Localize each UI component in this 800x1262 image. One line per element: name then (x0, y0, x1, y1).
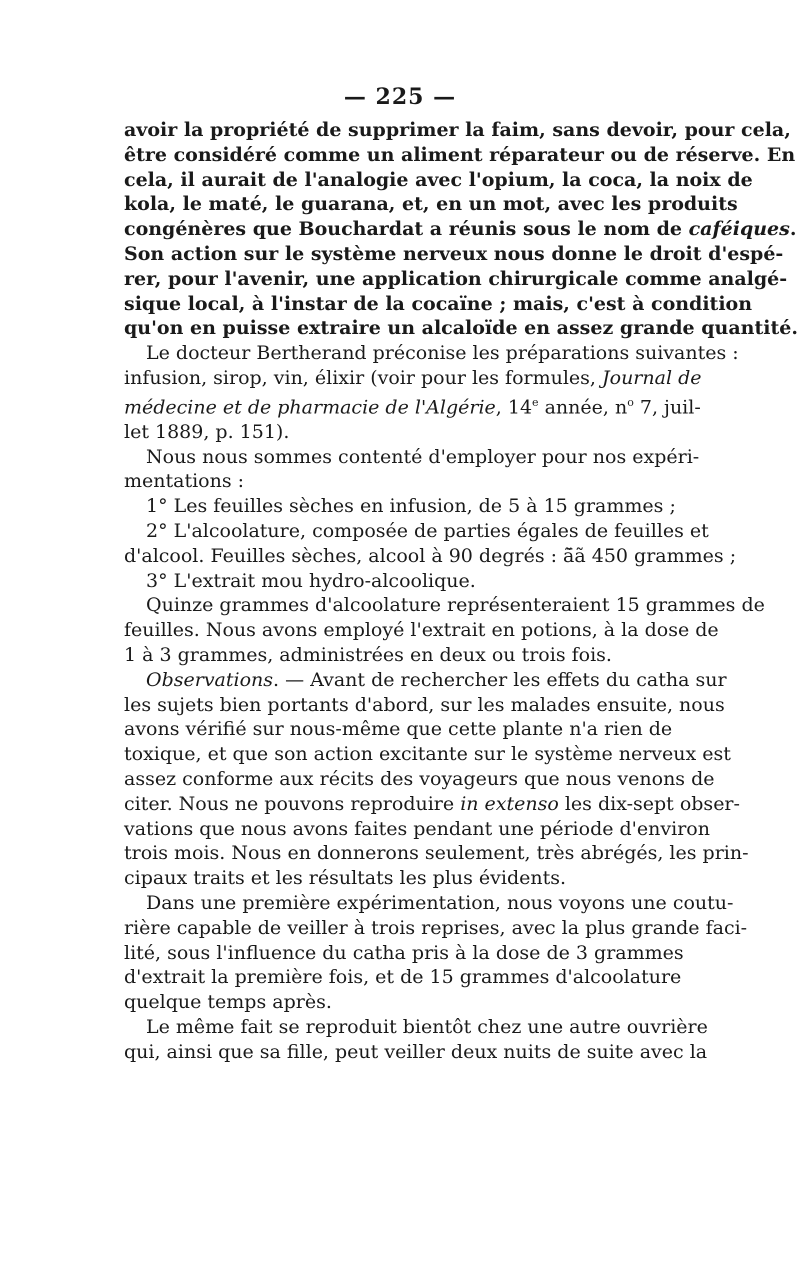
text-segment: . — Avant de rechercher les effets du catha sur (273, 668, 727, 691)
text-segment: vations que nous avons faites pendant une période d'environ (124, 817, 710, 840)
paragraph-p5 (124, 519, 737, 569)
text-line (124, 391, 701, 420)
text-segment: caféiques (688, 218, 790, 241)
text-segment: les sujets bien portants d'abord, sur les malades ensuite, nous (124, 693, 725, 716)
text-segment: Son action sur le système nerveux nous donne le droit d'espé- (124, 242, 784, 265)
text-line (124, 341, 739, 366)
text-line (124, 267, 788, 292)
text-line (124, 965, 682, 990)
text-segment: qu'on en puisse extraire un alcaloïde en assez grande quantité. (124, 317, 798, 340)
text-segment: rière capable de veiller à trois reprises, avec la plus grande faci- (124, 916, 748, 939)
text-segment: e (532, 395, 539, 409)
text-segment: . (789, 218, 797, 241)
text-segment: Journal de (602, 366, 702, 389)
text-line (124, 143, 796, 168)
text-line (124, 569, 672, 594)
text-segment: Dans une première expérimentation, nous voyons une coutu- (146, 892, 734, 915)
text-line (124, 366, 702, 391)
paragraph-p3 (124, 445, 700, 495)
text-segment: o (627, 395, 634, 409)
paragraph-p1 (124, 118, 798, 341)
text-segment: mentations : (124, 470, 245, 493)
paragraph-p10 (124, 1015, 708, 1065)
text-line (124, 192, 738, 217)
paragraph-p7 (124, 593, 765, 667)
text-line (124, 1015, 708, 1040)
text-segment: Le même fait se reproduit bientôt chez une autre ouvrière (146, 1016, 708, 1039)
text-segment: toxique, et que son action excitante sur le système nerveux est (124, 743, 731, 766)
text-line (124, 1040, 708, 1065)
text-line (124, 916, 748, 941)
text-line (124, 866, 672, 891)
text-line (124, 494, 676, 519)
text-segment: in extenso (460, 792, 559, 815)
text-segment: kola, le maté, le guarana, et, en un mot, avec les produits (124, 193, 738, 216)
paragraph-p9 (124, 891, 748, 1015)
text-line (124, 217, 797, 242)
body-text (124, 118, 798, 1065)
text-segment: 1° Les feuilles sèches en infusion, de 5 à 15 grammes ; (146, 495, 676, 518)
text-segment: avons vérifié sur nous-même que cette plante n'a rien de (124, 718, 673, 741)
text-line (124, 990, 672, 1015)
text-segment: assez conforme aux récits des voyageurs que nous venons de (124, 768, 715, 791)
text-segment: 2° L'alcoolature, composée de parties égales de feuilles et (146, 520, 709, 543)
text-line (124, 544, 737, 569)
text-line (124, 841, 749, 866)
text-line (124, 717, 672, 742)
text-segment: d'alcool. Feuilles sèches, alcool à 90 degrés : ã̄ã 450 grammes ; (124, 544, 737, 567)
text-segment: avoir la propriété de supprimer la faim, sans devoir, pour cela, (124, 119, 791, 141)
text-line (124, 817, 710, 842)
paragraph-p8 (124, 668, 749, 891)
text-line (124, 618, 719, 643)
text-line (124, 519, 709, 544)
text-line (124, 891, 734, 916)
text-line (124, 593, 765, 618)
paragraph-p4 (124, 494, 676, 519)
text-segment: , 14 (495, 396, 533, 419)
text-segment: cela, il aurait de l'analogie avec l'opium, la coca, la noix de (124, 168, 753, 191)
text-line (124, 420, 672, 445)
text-line (124, 469, 672, 494)
text-segment: citer. Nous ne pouvons reproduire (124, 792, 461, 815)
text-line (124, 742, 731, 767)
text-segment: les dix-sept obser- (558, 792, 740, 815)
text-segment: quelque temps après. (124, 991, 332, 1014)
paragraph-p6 (124, 569, 672, 594)
text-segment: 1 à 3 grammes, administrées en deux ou trois fois. (124, 644, 612, 667)
text-line (124, 316, 798, 341)
text-line (124, 242, 784, 267)
text-segment: Observations (146, 668, 274, 691)
text-segment: qui, ainsi que sa fille, peut veiller deux nuits de suite avec la (124, 1040, 708, 1063)
text-segment: Nous nous sommes contenté d'employer pour nos expéri- (146, 445, 700, 468)
text-segment: être considéré comme un aliment réparateur ou de réserve. En (124, 143, 796, 166)
text-segment: lité, sous l'influence du catha pris à la dose de 3 grammes (124, 941, 684, 964)
text-line (124, 767, 715, 792)
text-segment: trois mois. Nous en donnerons seulement, très abrégés, les prin- (124, 842, 749, 865)
paragraph-p2 (124, 341, 739, 445)
page-number: — 225 — (343, 84, 457, 110)
text-line (124, 168, 753, 193)
text-segment: congénères que Bouchardat a réunis sous le nom de (124, 218, 689, 241)
text-segment: Le docteur Bertherand préconise les préparations suivantes : (146, 342, 739, 365)
text-segment: rer, pour l'avenir, une application chirurgicale comme analgé- (124, 267, 788, 290)
text-segment: cipaux traits et les résultats les plus évidents. (124, 867, 567, 890)
text-segment: 7, juil- (633, 396, 701, 419)
text-segment: 3° L'extrait mou hydro-alcoolique. (146, 569, 476, 592)
text-line (124, 445, 700, 470)
text-line (124, 693, 725, 718)
text-line (124, 643, 672, 668)
text-line (124, 668, 727, 693)
text-line (124, 792, 740, 817)
text-segment: médecine et de pharmacie de l'Algérie (124, 396, 496, 419)
text-line (124, 292, 753, 317)
text-segment: sique local, à l'instar de la cocaïne ; mais, c'est à condition (124, 292, 753, 315)
text-segment: année, n (538, 396, 628, 419)
text-line (124, 118, 791, 143)
text-segment: d'extrait la première fois, et de 15 grammes d'alcoolature (124, 966, 682, 989)
text-line (124, 941, 684, 966)
text-segment: Quinze grammes d'alcoolature représenteraient 15 grammes de (146, 594, 765, 617)
text-segment: let 1889, p. 151). (124, 420, 290, 443)
text-segment: infusion, sirop, vin, élixir (voir pour les formules, (124, 366, 603, 389)
text-segment: feuilles. Nous avons employé l'extrait en potions, à la dose de (124, 619, 719, 642)
